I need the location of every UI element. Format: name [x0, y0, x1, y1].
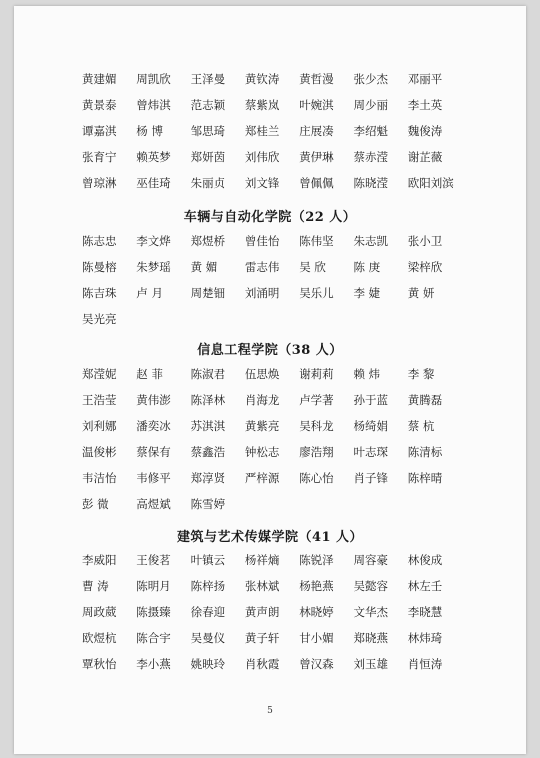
- section-heading: 车辆与自动化学院（22 人）: [183, 210, 357, 225]
- person-name: 孙于蓝: [353, 393, 388, 407]
- person-name: 李小燕: [136, 657, 171, 671]
- person-name: 梁梓欣: [407, 260, 443, 274]
- person-name: 甘小媚: [299, 631, 334, 645]
- person-name: 陈 庚: [353, 260, 381, 274]
- person-name: 徐春迎: [190, 605, 226, 619]
- person-name: 曹 涛: [82, 579, 109, 593]
- person-name: 刘涌明: [244, 286, 280, 300]
- person-name: 黄伊琳: [299, 150, 334, 164]
- person-name: 黄紫亮: [244, 419, 280, 433]
- person-name: 曾佩佩: [299, 176, 334, 190]
- name-grid: [82, 547, 462, 677]
- person-name: 谢莉莉: [299, 367, 334, 381]
- person-name: 李晓慧: [407, 605, 443, 619]
- person-name: 吴科龙: [299, 419, 334, 433]
- person-name: 黄哲漫: [299, 72, 334, 86]
- person-name: 文华杰: [353, 605, 388, 619]
- person-name: 陈锐泽: [299, 553, 334, 567]
- person-name: 郑妍茵: [190, 150, 226, 164]
- person-name: 肖子锋: [353, 471, 388, 485]
- person-name: 蔡 杭: [407, 419, 435, 433]
- section-heading: 信息工程学院（38 人）: [197, 343, 343, 358]
- person-name: 林晓婷: [299, 605, 334, 619]
- person-name: 王泽曼: [190, 72, 226, 86]
- person-name: 李土英: [407, 98, 443, 112]
- person-name: 韦洁怡: [82, 471, 117, 485]
- person-name: 叶志琛: [353, 445, 388, 459]
- person-name: 周少丽: [353, 98, 388, 112]
- person-name: 陈梓扬: [190, 579, 226, 593]
- person-name: 林炜琦: [407, 631, 443, 645]
- person-name: 林俊成: [407, 553, 443, 567]
- person-name: 王俊茗: [136, 553, 171, 567]
- page-number: 5: [267, 706, 273, 716]
- person-name: 陈摄臻: [136, 605, 171, 619]
- person-name: 黄钦涛: [244, 72, 280, 86]
- person-name: 覃秋怡: [82, 657, 117, 671]
- person-name: 张育宁: [82, 150, 117, 164]
- person-name: 陈梓晴: [407, 471, 443, 485]
- person-name: 邹思琦: [190, 124, 226, 138]
- person-name: 庄展凑: [299, 124, 334, 138]
- person-name: 黄子轩: [244, 631, 280, 645]
- person-name: 蔡鑫浩: [190, 445, 226, 459]
- person-name: 邓丽平: [407, 72, 443, 86]
- person-name: 李文烨: [136, 234, 171, 248]
- person-name: 曾炜淇: [136, 98, 171, 112]
- person-name: 严梓源: [244, 471, 280, 485]
- person-name: 赖 炜: [353, 367, 381, 381]
- person-name: 卢学著: [299, 393, 334, 407]
- person-name: 曾汉森: [299, 657, 334, 671]
- person-name: 姚映玲: [190, 657, 226, 671]
- person-name: 彭 微: [82, 497, 109, 511]
- person-name: 黄 妍: [407, 286, 435, 300]
- person-name: 朱志凯: [353, 234, 388, 248]
- person-name: 卢 月: [136, 286, 163, 300]
- person-name: 陈清标: [407, 445, 443, 459]
- person-name: 周容豪: [353, 553, 388, 567]
- person-name: 叶镇云: [190, 553, 226, 567]
- person-name: 伍思焕: [244, 367, 280, 381]
- person-name: 郑煜桥: [190, 234, 226, 248]
- person-name: 欧煜杭: [82, 631, 117, 645]
- person-name: 陈合宇: [136, 631, 171, 645]
- name-grid: [82, 66, 462, 196]
- person-name: 张少杰: [353, 72, 388, 86]
- person-name: 韦修平: [136, 471, 171, 485]
- person-name: 郑滢妮: [82, 367, 117, 381]
- person-name: 刘利娜: [82, 419, 117, 433]
- person-name: 钟松志: [244, 445, 280, 459]
- name-grid: [82, 228, 462, 332]
- person-name: 肖海龙: [244, 393, 280, 407]
- person-name: 陈淑君: [190, 367, 226, 381]
- person-name: 林左壬: [407, 579, 443, 593]
- person-name: 廖浩翔: [299, 445, 334, 459]
- person-name: 李威阳: [82, 553, 117, 567]
- person-name: 苏淇淇: [190, 419, 226, 433]
- person-name: 朱梦瑶: [136, 260, 171, 274]
- person-name: 蔡紫岚: [244, 98, 280, 112]
- person-name: 吴懿容: [353, 579, 388, 593]
- section-heading: 建筑与艺术传媒学院（41 人）: [176, 530, 364, 545]
- person-name: 王浩莹: [82, 393, 117, 407]
- person-name: 刘文锋: [244, 176, 280, 190]
- person-name: 潘奕冰: [136, 419, 171, 433]
- person-name: 叶婉淇: [299, 98, 334, 112]
- person-name: 李 婕: [353, 286, 381, 300]
- person-name: 魏俊涛: [407, 124, 443, 138]
- name-grid: [82, 361, 462, 517]
- person-name: 曾琼淋: [82, 176, 117, 190]
- person-name: 曾佳怡: [244, 234, 280, 248]
- person-name: 杨绮娟: [353, 419, 388, 433]
- person-name: 黄声朗: [244, 605, 280, 619]
- person-name: 谭嘉淇: [82, 124, 117, 138]
- person-name: 张林斌: [244, 579, 280, 593]
- person-name: 温俊彬: [82, 445, 117, 459]
- person-name: 杨 博: [136, 124, 163, 138]
- person-name: 周凯欣: [136, 72, 171, 86]
- person-name: 周楚钿: [190, 286, 226, 300]
- person-name: 周政葳: [82, 605, 117, 619]
- person-name: 陈心怡: [299, 471, 334, 485]
- person-name: 欧阳刘滨: [407, 176, 454, 190]
- person-name: 蔡赤滢: [353, 150, 388, 164]
- person-name: 陈吉珠: [82, 286, 117, 300]
- person-name: 吴 欣: [299, 260, 326, 274]
- person-name: 赵 菲: [136, 367, 163, 381]
- person-name: 陈曼榕: [82, 260, 117, 274]
- person-name: 黄伟澎: [136, 393, 171, 407]
- person-name: 杨艳燕: [299, 579, 334, 593]
- person-name: 黄 媚: [190, 260, 218, 274]
- person-name: 陈志忠: [82, 234, 117, 248]
- person-name: 范志颖: [190, 98, 226, 112]
- person-name: 肖恒涛: [407, 657, 443, 671]
- person-name: 郑晓燕: [353, 631, 388, 645]
- person-name: 谢芷薇: [407, 150, 443, 164]
- person-name: 陈明月: [136, 579, 171, 593]
- person-name: 刘伟欣: [244, 150, 280, 164]
- document-page: [14, 6, 526, 754]
- person-name: 刘玉雄: [353, 657, 388, 671]
- person-name: 蔡保有: [136, 445, 171, 459]
- person-name: 黄景泰: [82, 98, 117, 112]
- person-name: 赖英梦: [136, 150, 171, 164]
- person-name: 陈晓滢: [353, 176, 388, 190]
- person-name: 李绍魁: [353, 124, 388, 138]
- person-name: 吴乐儿: [299, 286, 334, 300]
- person-name: 陈泽林: [190, 393, 226, 407]
- person-name: 高煜斌: [136, 497, 171, 511]
- person-name: 杨祥熵: [244, 553, 280, 567]
- person-name: 张小卫: [407, 234, 443, 248]
- person-name: 黄建媚: [82, 72, 117, 86]
- person-name: 朱丽贞: [190, 176, 226, 190]
- person-name: 黄腾磊: [407, 393, 443, 407]
- person-name: 李 黎: [407, 367, 435, 381]
- person-name: 巫佳琦: [136, 176, 171, 190]
- person-name: 郑桂兰: [244, 124, 280, 138]
- person-name: 陈伟坚: [299, 234, 334, 248]
- person-name: 陈雪婷: [190, 497, 226, 511]
- person-name: 吴曼仪: [190, 631, 226, 645]
- person-name: 郑淳贤: [190, 471, 226, 485]
- person-name: 肖秋霞: [244, 657, 280, 671]
- person-name: 雷志伟: [244, 260, 280, 274]
- person-name: 吴光亮: [82, 312, 117, 326]
